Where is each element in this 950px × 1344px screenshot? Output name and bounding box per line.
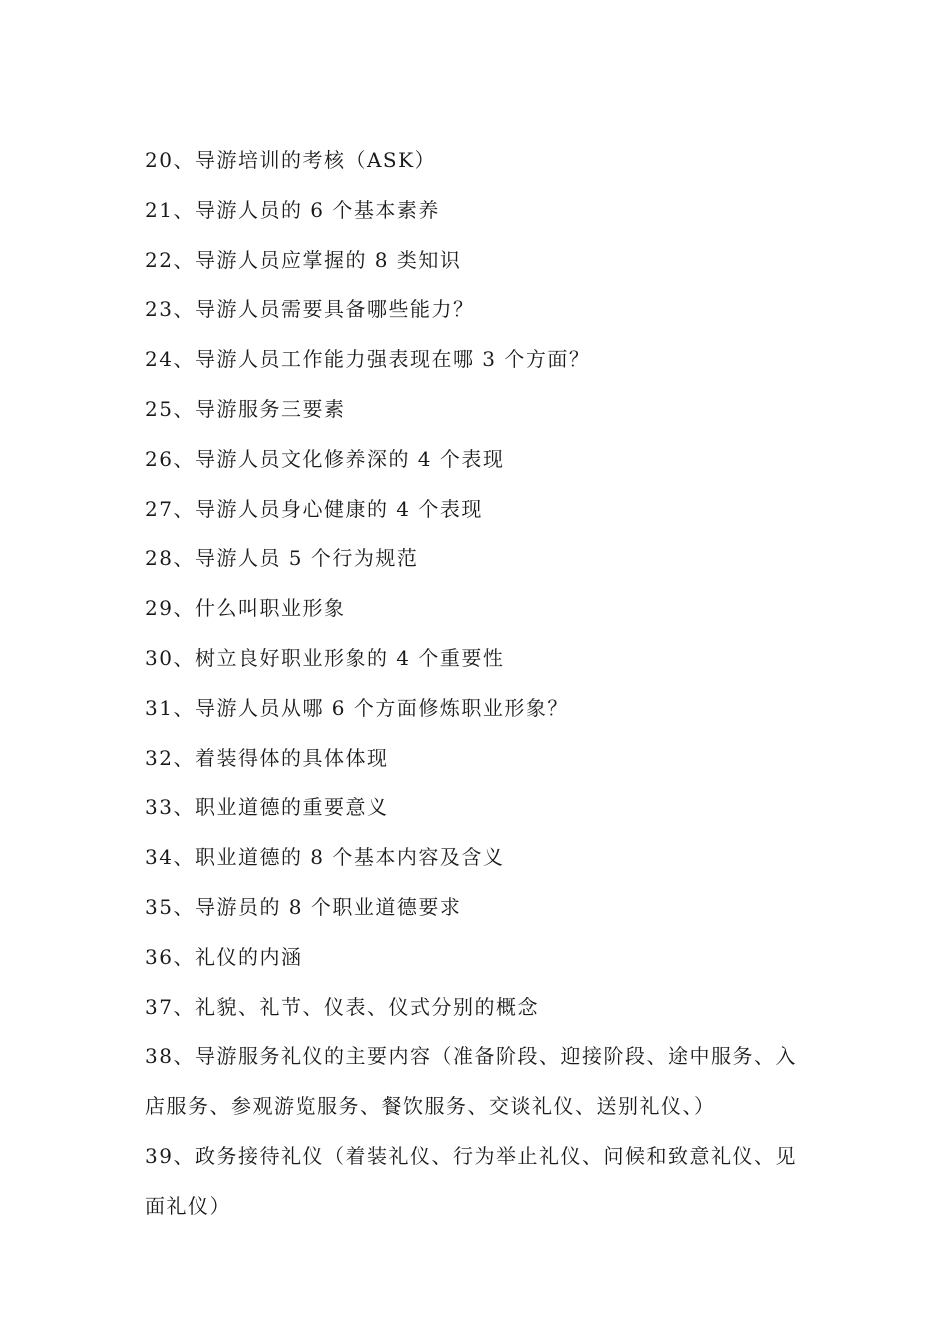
list-item: 25、导游服务三要素 bbox=[145, 396, 346, 421]
list-item: 27、导游人员身心健康的 4 个表现 bbox=[145, 496, 483, 521]
list-item: 38、导游服务礼仪的主要内容（准备阶段、迎接阶段、途中服务、入店服务、参观游览服务、餐饮服务、交谈礼仪、送别礼仪、） bbox=[145, 1044, 797, 1119]
list-item: 33、职业道德的重要意义 bbox=[145, 795, 389, 820]
list-item: 36、礼仪的内涵 bbox=[145, 944, 303, 969]
list-item: 32、着装得体的具体体现 bbox=[145, 745, 389, 770]
list-item: 35、导游员的 8 个职业道德要求 bbox=[145, 894, 462, 919]
list-item: 28、导游人员 5 个行为规范 bbox=[145, 546, 419, 571]
list-item: 23、导游人员需要具备哪些能力？ bbox=[145, 297, 475, 322]
list-item: 24、导游人员工作能力强表现在哪 3 个方面？ bbox=[145, 347, 591, 372]
list-item: 21、导游人员的 6 个基本素养 bbox=[145, 197, 440, 222]
list-item: 37、礼貌、礼节、仪表、仪式分别的概念 bbox=[145, 994, 539, 1019]
list-item: 31、导游人员从哪 6 个方面修炼职业形象？ bbox=[145, 695, 569, 720]
list-item: 22、导游人员应掌握的 8 类知识 bbox=[145, 247, 462, 272]
list-item: 34、职业道德的 8 个基本内容及含义 bbox=[145, 845, 505, 870]
list-item: 26、导游人员文化修养深的 4 个表现 bbox=[145, 446, 505, 471]
list-item: 30、树立良好职业形象的 4 个重要性 bbox=[145, 645, 505, 670]
question-list bbox=[145, 136, 805, 1232]
list-item: 29、什么叫职业形象 bbox=[145, 596, 346, 621]
list-item: 39、政务接待礼仪（着装礼仪、行为举止礼仪、问候和致意礼仪、见面礼仪） bbox=[145, 1143, 797, 1218]
list-item: 20、导游培训的考核（ASK） bbox=[145, 148, 437, 172]
